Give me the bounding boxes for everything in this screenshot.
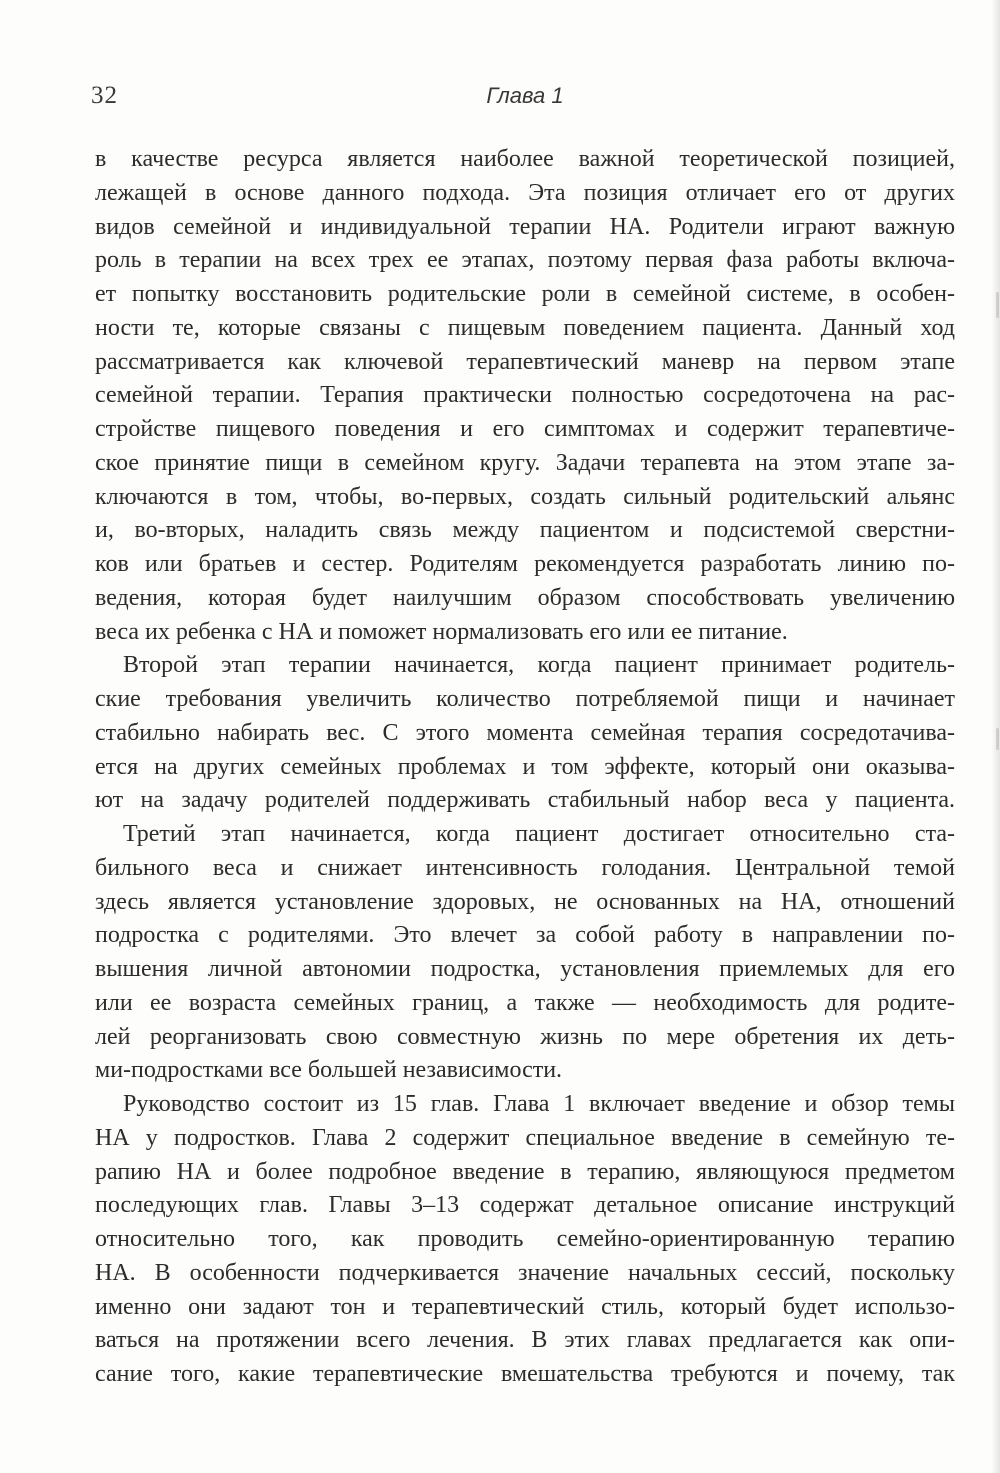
text-line: ведения, которая будет наилучшим образом способствовать увеличению <box>95 584 955 611</box>
text-line: видов семейной и индивидуальной терапии НА. Родители играют важную <box>95 213 955 240</box>
text-line: ют на задачу родителей поддерживать стабильный набор веса у пациента. <box>95 787 955 814</box>
text-line: рапию НА и более подробное введение в терапию, являющуюся предметом <box>95 1158 955 1185</box>
running-head: Глава 1 <box>486 83 564 108</box>
text-line: или ее возраста семейных границ, а также — необходимость для родите- <box>95 989 955 1016</box>
text-line: ности те, которые связаны с пищевым поведением пациента. Данный ход <box>95 314 955 341</box>
scan-smudge-mark <box>996 292 999 318</box>
text-line: Руководство состоит из 15 глав. Глава 1 включает введение и обзор темы <box>123 1091 955 1117</box>
text-line: Второй этап терапии начинается, когда пациент принимает родитель- <box>123 652 955 679</box>
body-text <box>95 143 955 1392</box>
text-line: семейной терапии. Терапия практически полностью сосредоточена на рас- <box>95 382 955 409</box>
text-line: ется на других семейных проблемах и том эффекте, который они оказыва- <box>95 753 955 780</box>
text-line: лей реорганизовать свою совместную жизнь по мере обретения их деть- <box>95 1023 955 1050</box>
text-line: лежащей в основе данного подхода. Эта позиция отличает его от других <box>95 179 955 206</box>
text-line: ет попытку восстановить родительские роли в семейной системе, в особен- <box>95 281 955 307</box>
text-line: стройстве пищевого поведения и его симптомах и содержит терапевтиче- <box>95 416 955 442</box>
text-line: в качестве ресурса является наиболее важной теоретической позицией, <box>95 146 955 172</box>
page-header <box>91 82 955 112</box>
text-line: ключаются в том, чтобы, во-первых, создать сильный родительский альянс <box>95 483 955 510</box>
text-line: веса их ребенка с НА и поможет нормализовать его или ее питание. <box>95 618 788 645</box>
text-line: здесь является установление здоровых, не основанных на НА, отношений <box>95 888 955 915</box>
text-line: ские требования увеличить количество потребляемой пищи и начинает <box>95 686 955 712</box>
text-line: ми-подростками все большей независимости. <box>95 1057 563 1084</box>
scan-smudge-mark <box>996 728 999 750</box>
text-line: и, во-вторых, наладить связь между пациентом и подсистемой сверстни- <box>95 517 955 544</box>
text-line: бильного веса и снижает интенсивность голодания. Центральной темой <box>95 854 955 881</box>
text-line: НА. В особенности подчеркивается значение начальных сессий, поскольку <box>95 1259 955 1286</box>
text-line: подростка с родителями. Это влечет за собой работу в направлении по- <box>95 922 955 949</box>
text-line: последующих глав. Главы 3–13 содержат детальное описание инструкций <box>95 1192 955 1219</box>
text-line: НА у подростков. Глава 2 содержит специальное введение в семейную те- <box>95 1124 955 1151</box>
text-line: стабильно набирать вес. С этого момента семейная терапия сосредотачива- <box>95 719 955 746</box>
text-line: именно они задают тон и терапевтический стиль, который будет использо- <box>95 1293 955 1320</box>
text-line: рассматривается как ключевой терапевтический маневр на первом этапе <box>95 348 955 375</box>
text-line: ков или братьев и сестер. Родителям рекомендуется разработать линию по- <box>95 551 955 577</box>
text-line: сание того, какие терапевтические вмешательства требуются и почему, так <box>95 1361 955 1387</box>
text-line: Третий этап начинается, когда пациент достигает относительно ста- <box>123 821 955 847</box>
text-line: вышения личной автономии подростка, установления приемлемых для его <box>95 956 955 982</box>
text-line: ваться на протяжении всего лечения. В этих главах предлагается как опи- <box>95 1327 955 1354</box>
text-line: ское принятие пищи в семейном кругу. Задачи терапевта на этом этапе за- <box>95 449 955 476</box>
text-line: относительно того, как проводить семейно-ориентированную терапию <box>95 1226 955 1252</box>
text-line: роль в терапии на всех трех ее этапах, поэтому первая фаза работы включа- <box>95 247 955 274</box>
page-number: 32 <box>91 82 118 109</box>
